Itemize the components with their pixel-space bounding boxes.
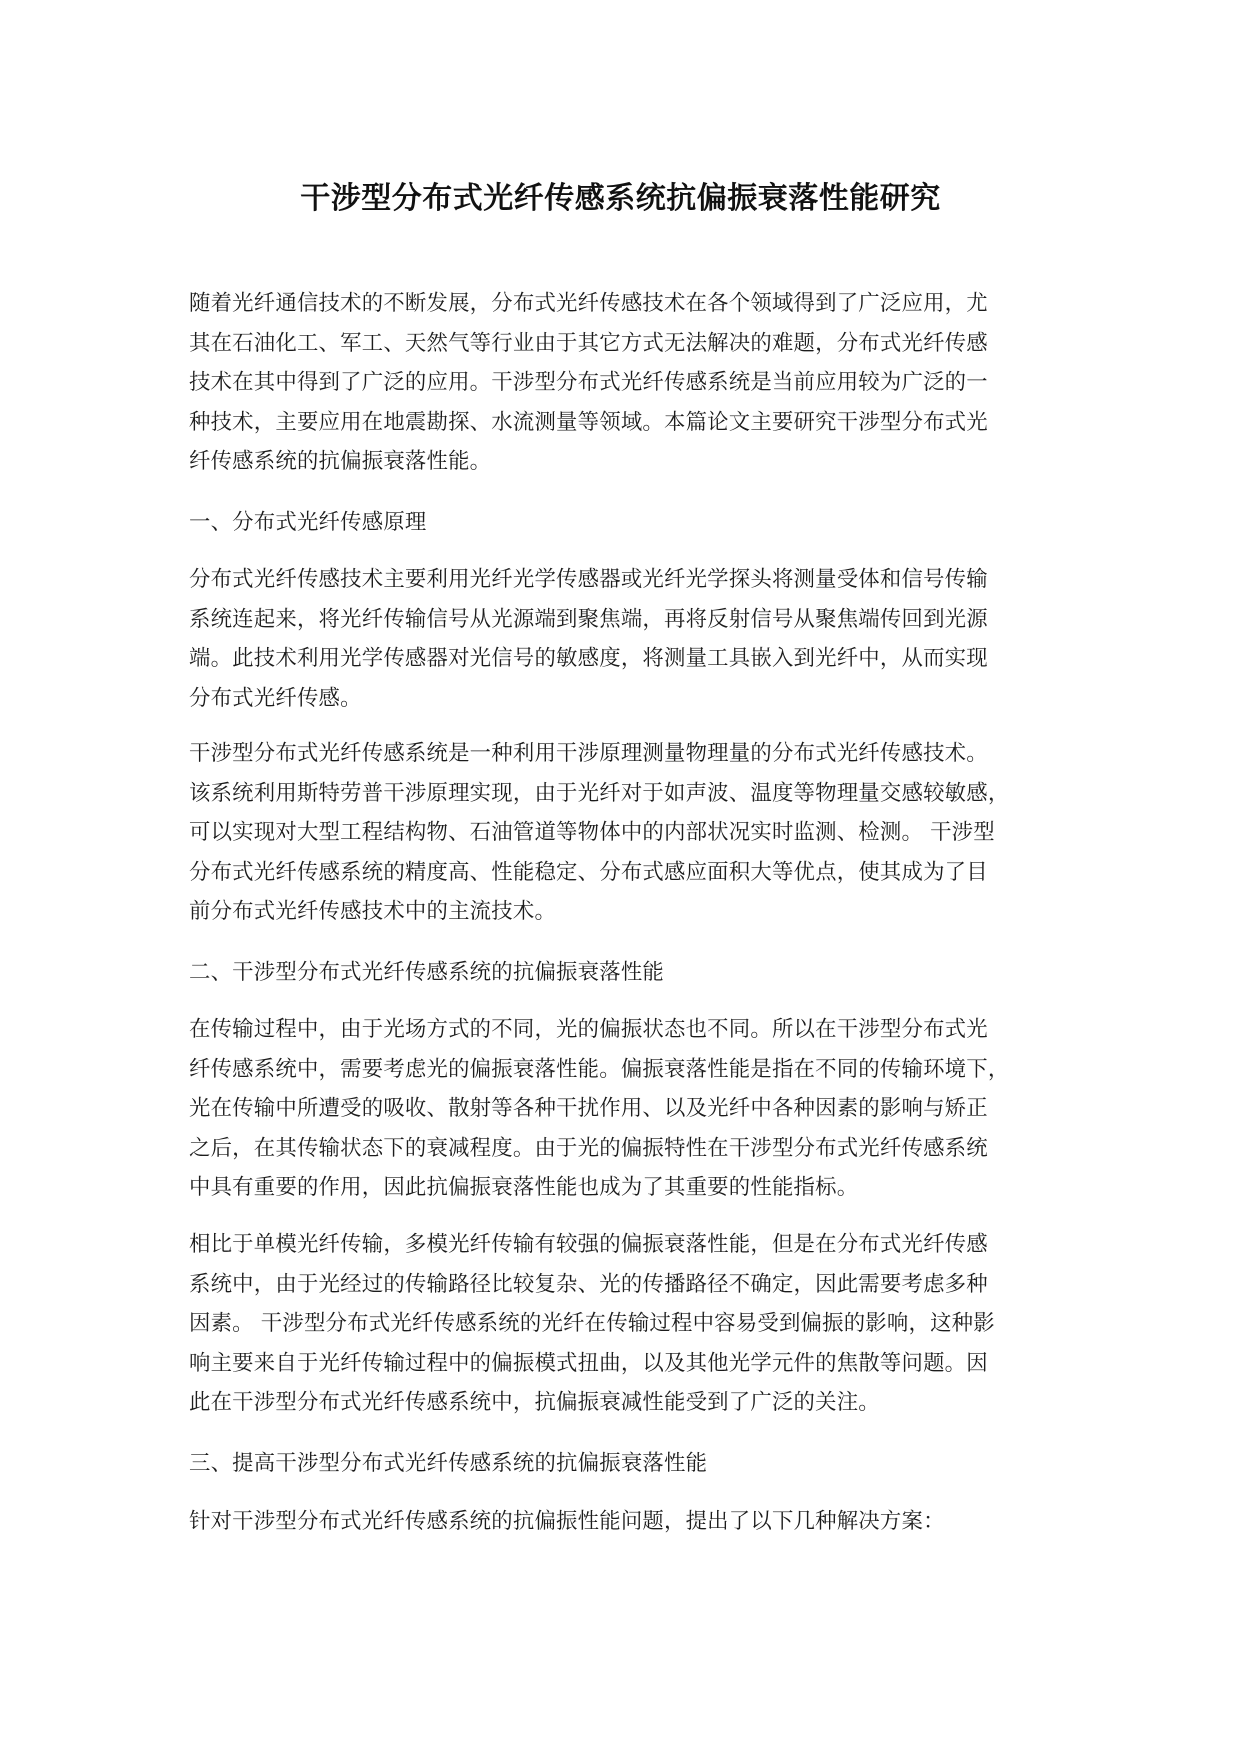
text-line: 纤传感系统中，需要考虑光的偏振衰落性能。偏振衰落性能是指在不同的传输环境下， <box>189 1056 1010 1082</box>
section-heading-3: 三、提高干涉型分布式光纤传感系统的抗偏振衰落性能 <box>189 1451 708 1476</box>
text-line: 在传输过程中，由于光场方式的不同，光的偏振状态也不同。所以在干涉型分布式光 <box>189 1017 988 1042</box>
text-line: 种技术，主要应用在地震勘探、水流测量等领域。本篇论文主要研究干涉型分布式光 <box>189 409 988 435</box>
section-heading-2: 二、干涉型分布式光纤传感系统的抗偏振衰落性能 <box>189 960 664 985</box>
text-line: 系统连起来，将光纤传输信号从光源端到聚焦端，再将反射信号从聚焦端传回到光源 <box>189 606 988 632</box>
intro-paragraph <box>189 284 1074 482</box>
text-line: 分布式光纤传感。 <box>189 685 362 711</box>
section-heading-1: 一、分布式光纤传感原理 <box>189 510 427 535</box>
text-line: 纤传感系统的抗偏振衰落性能。 <box>189 449 492 474</box>
text-line: 之后，在其传输状态下的衰减程度。由于光的偏振特性在干涉型分布式光纤传感系统 <box>189 1135 988 1161</box>
text-line: 该系统利用斯特劳普干涉原理实现，由于光纤对于如声波、温度等物理量交感较敏感， <box>189 780 1010 806</box>
text-line: 光在传输中所遭受的吸收、散射等各种干扰作用、以及光纤中各种因素的影响与矫正 <box>189 1096 988 1121</box>
text-line: 前分布式光纤传感技术中的主流技术。 <box>189 899 557 924</box>
text-line: 干涉型分布式光纤传感系统是一种利用干涉原理测量物理量的分布式光纤传感技术。 <box>189 741 988 766</box>
text-line: 此在干涉型分布式光纤传感系统中，抗偏振衰减性能受到了广泛的关注。 <box>189 1390 880 1415</box>
text-line: 分布式光纤传感系统的精度高、性能稳定、分布式感应面积大等优点，使其成为了目 <box>189 859 988 885</box>
text-line: 随着光纤通信技术的不断发展，分布式光纤传感技术在各个领域得到了广泛应用，尤 <box>189 291 988 316</box>
text-line: 分布式光纤传感技术主要利用光纤光学传感器或光纤光学探头将测量受体和信号传输 <box>189 567 988 592</box>
text-line: 响主要来自于光纤传输过程中的偏振模式扭曲，以及其他光学元件的焦散等问题。因 <box>189 1350 988 1376</box>
text-line: 可以实现对大型工程结构物、石油管道等物体中的内部状况实时监测、检测。 干涉型 <box>189 820 995 845</box>
text-line: 技术在其中得到了广泛的应用。干涉型分布式光纤传感系统是当前应用较为广泛的一 <box>189 370 988 395</box>
text-line: 中具有重要的作用，因此抗偏振衰落性能也成为了其重要的性能指标。 <box>189 1175 859 1200</box>
text-line: 端。此技术利用光学传感器对光信号的敏感度，将测量工具嵌入到光纤中，从而实现 <box>189 646 988 671</box>
text-line: 因素。 干涉型分布式光纤传感系统的光纤在传输过程中容易受到偏振的影响，这种影 <box>189 1311 995 1336</box>
text-line: 相比于单模光纤传输，多模光纤传输有较强的偏振衰落性能，但是在分布式光纤传感 <box>189 1232 988 1257</box>
text-line: 针对干涉型分布式光纤传感系统的抗偏振性能问题，提出了以下几种解决方案： <box>189 1509 945 1534</box>
text-line: 其在石油化工、军工、天然气等行业由于其它方式无法解决的难题，分布式光纤传感 <box>189 330 988 356</box>
section2-paragraph-2 <box>189 1225 1074 1423</box>
text-line: 系统中，由于光经过的传输路径比较复杂、光的传播路径不确定，因此需要考虑多种 <box>189 1271 988 1297</box>
document-title: 干涉型分布式光纤传感系统抗偏振衰落性能研究 <box>300 181 941 216</box>
section3-paragraph-1 <box>189 1502 1074 1542</box>
section2-paragraph-1 <box>189 1010 1074 1208</box>
section1-paragraph-2 <box>189 734 1074 932</box>
section1-paragraph-1 <box>189 560 1074 718</box>
